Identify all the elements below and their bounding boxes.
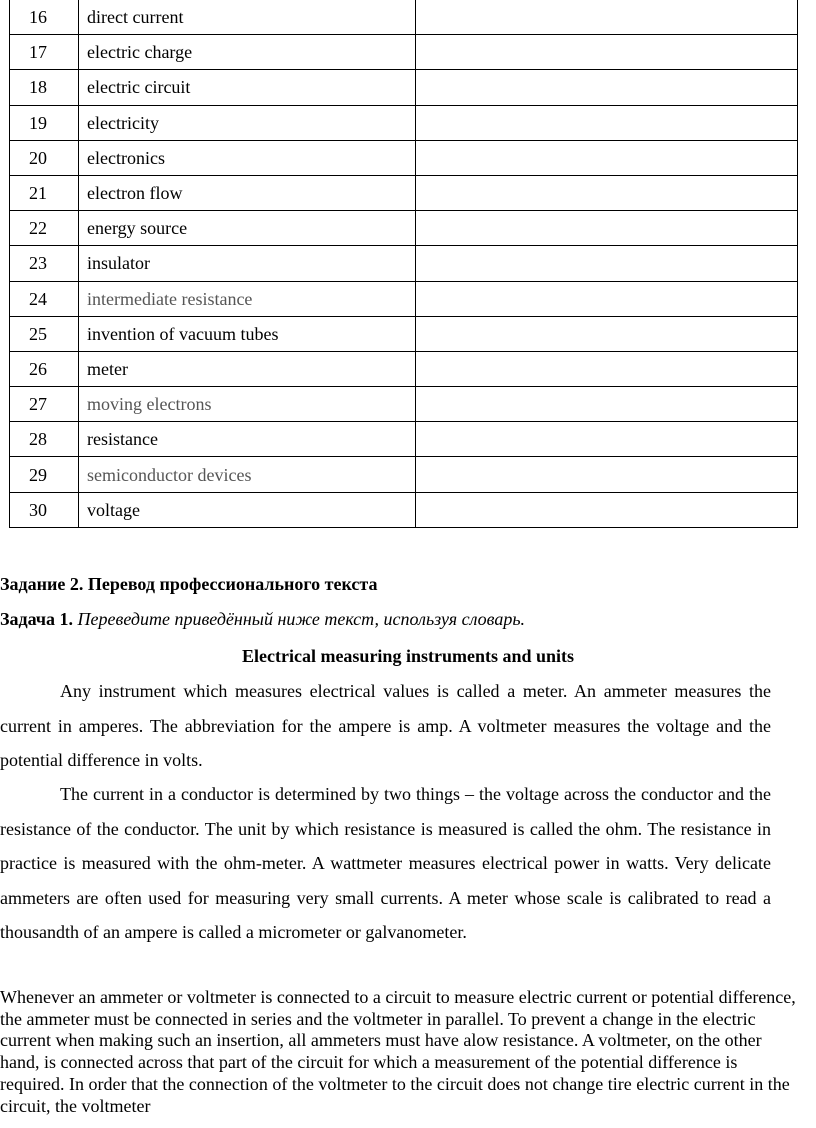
term-cell: electric circuit [79, 70, 416, 105]
term-cell: electronics [79, 140, 416, 175]
row-number: 19 [10, 105, 79, 140]
subtask-instruction: Переведите приведённый ниже текст, используя словарь. [77, 609, 526, 629]
translation-cell [416, 105, 798, 140]
task-heading: Задание 2. Перевод профессионального текста [0, 574, 378, 594]
term-cell: semiconductor devices [79, 457, 416, 492]
table-row [10, 0, 798, 35]
term-cell: energy source [79, 211, 416, 246]
term-cell: direct current [79, 0, 416, 35]
article-paragraph: The current in a conductor is determined by two things – the voltage across the conductor and the resistance of the conductor. The unit by which resistance is measured is called the ohm. The resistance in practice is measured with the ohm-meter. A wattmeter measures electrical power in watts. Very delicate ammeters are often used for measuring very small currents. A meter whose scale is calibrated to read a thousandth of an ampere is called a micrometer or galvanometer. [0, 784, 771, 942]
table-row [10, 316, 798, 351]
translation-cell [416, 246, 798, 281]
table-row [10, 387, 798, 422]
table-row [10, 351, 798, 386]
translation-cell [416, 70, 798, 105]
row-number: 25 [10, 316, 79, 351]
translation-cell [416, 422, 798, 457]
table-row [10, 457, 798, 492]
row-number: 24 [10, 281, 79, 316]
term-cell: resistance [79, 422, 416, 457]
row-number: 22 [10, 211, 79, 246]
translation-cell [416, 316, 798, 351]
translation-cell [416, 281, 798, 316]
term-cell: electricity [79, 105, 416, 140]
term-cell: electron flow [79, 175, 416, 210]
table-row [10, 105, 798, 140]
term-cell: intermediate resistance [79, 281, 416, 316]
translation-cell [416, 492, 798, 527]
table-row [10, 35, 798, 70]
row-number: 26 [10, 351, 79, 386]
article-paragraph: Whenever an ammeter or voltmeter is connected to a circuit to measure electric current or potential difference, the ammeter must be connected in series and the voltmeter in parallel. To prevent a change in the electric current when making such an insertion, all ammeters must have alow resistance. A voltmeter, on the other hand, is connected across that part of the circuit for which a measurement of the potential difference is required. In order that the connection of the voltmeter to the circuit does not change tire electric current in the circuit, the voltmeter [0, 987, 796, 1116]
row-number: 17 [10, 35, 79, 70]
translation-cell [416, 457, 798, 492]
table-row [10, 140, 798, 175]
term-cell: electric charge [79, 35, 416, 70]
table-row [10, 422, 798, 457]
term-cell: insulator [79, 246, 416, 281]
translation-cell [416, 211, 798, 246]
table-row [10, 70, 798, 105]
article-title: Electrical measuring instruments and units [241, 646, 574, 666]
row-number: 20 [10, 140, 79, 175]
translation-cell [416, 175, 798, 210]
subtask-label: Задача 1. [0, 609, 74, 629]
vocabulary-table [9, 0, 798, 528]
row-number: 21 [10, 175, 79, 210]
table-row [10, 281, 798, 316]
table-row [10, 246, 798, 281]
translation-cell [416, 140, 798, 175]
subtask-line [0, 609, 525, 630]
table-row [10, 175, 798, 210]
row-number: 27 [10, 387, 79, 422]
row-number: 18 [10, 70, 79, 105]
row-number: 30 [10, 492, 79, 527]
row-number: 29 [10, 457, 79, 492]
article-paragraph: Any instrument which measures electrical values is called a meter. An ammeter measures the current in amperes. The abbreviation for the ampere is amp. A voltmeter measures the voltage and the potential difference in volts. [0, 681, 771, 770]
table-row [10, 211, 798, 246]
row-number: 28 [10, 422, 79, 457]
translation-cell [416, 0, 798, 35]
translation-cell [416, 351, 798, 386]
term-cell: meter [79, 351, 416, 386]
term-cell: voltage [79, 492, 416, 527]
row-number: 16 [10, 0, 79, 35]
term-cell: moving electrons [79, 387, 416, 422]
table-row [10, 492, 798, 527]
translation-cell [416, 35, 798, 70]
row-number: 23 [10, 246, 79, 281]
translation-cell [416, 387, 798, 422]
term-cell: invention of vacuum tubes [79, 316, 416, 351]
